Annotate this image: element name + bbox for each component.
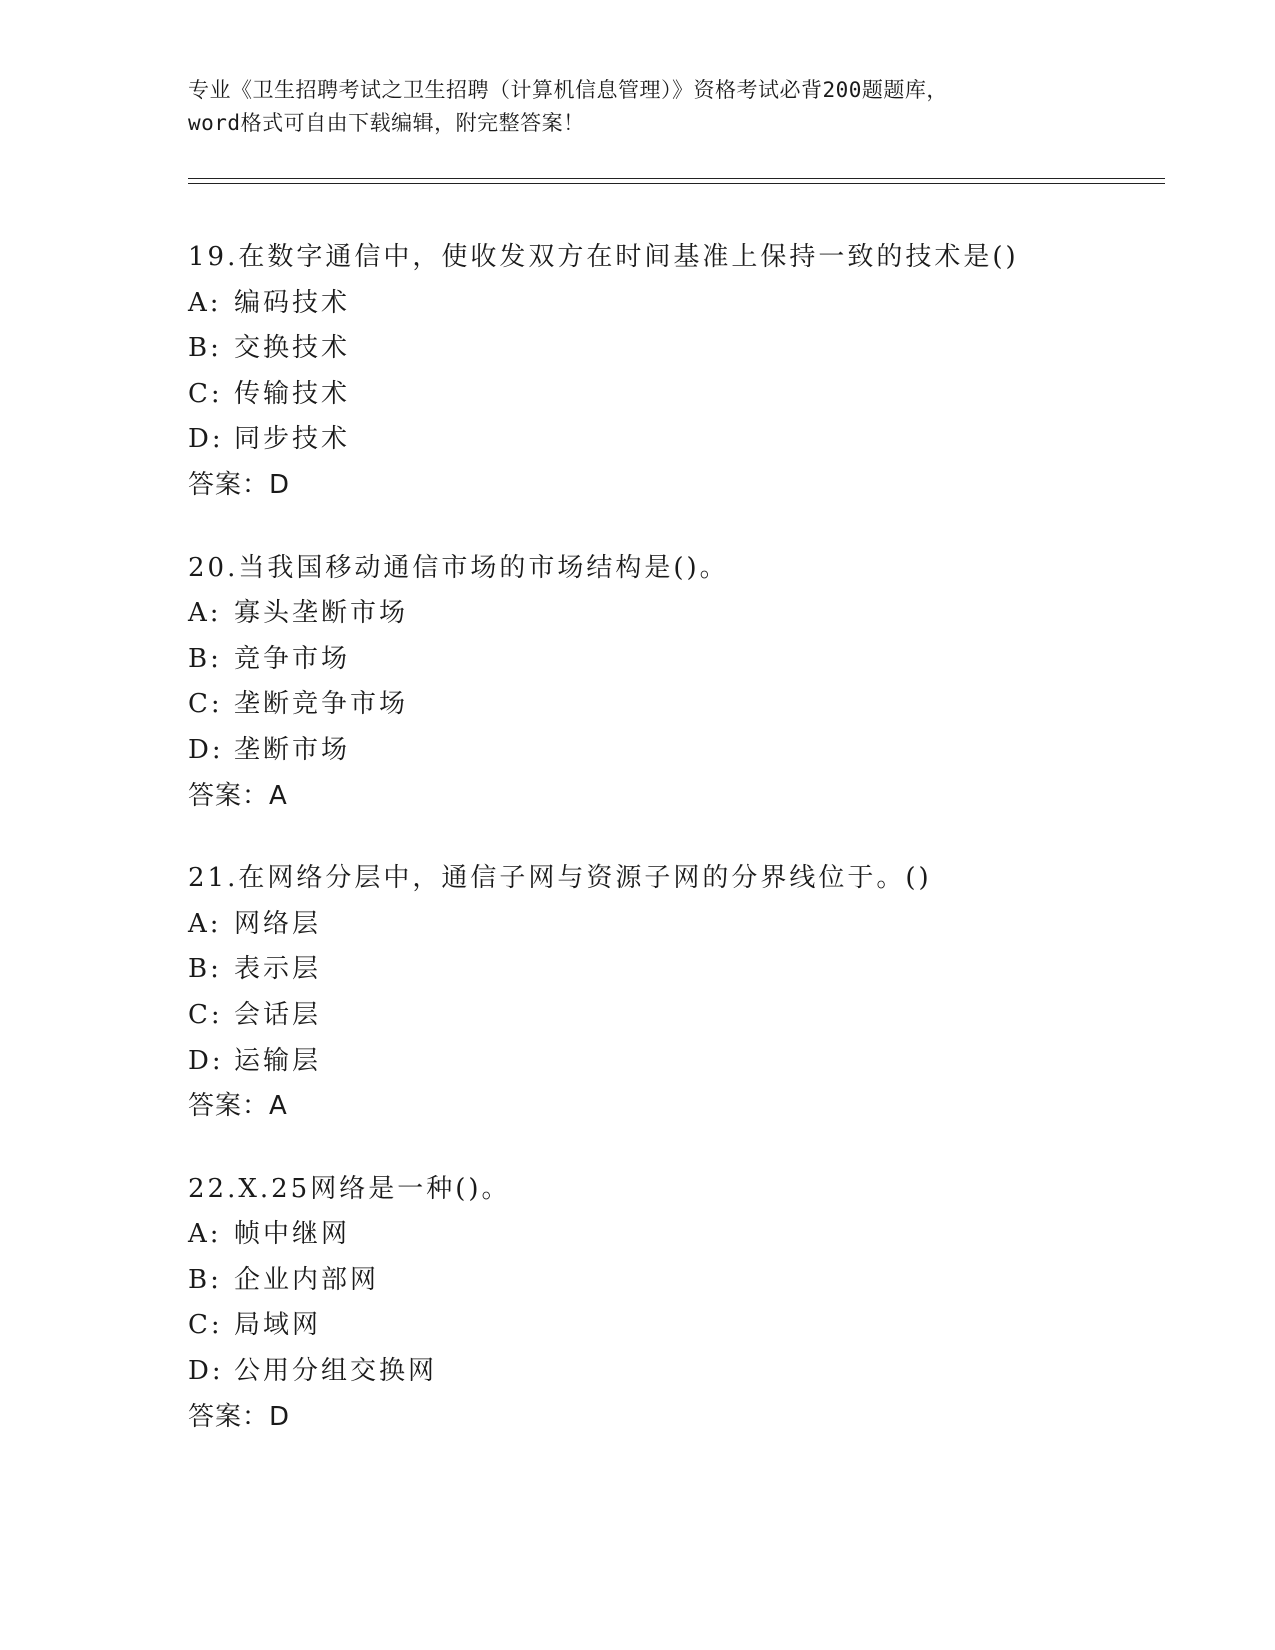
option-c: [188, 1303, 1148, 1349]
option-d: [188, 728, 1148, 774]
option-text: 帧中继网: [234, 1219, 351, 1250]
option-b: [188, 947, 1148, 993]
option-text: 垄断竞争市场: [234, 689, 409, 720]
header-line-2: word格式可自由下载编辑，附完整答案！: [188, 111, 585, 135]
answer-line: 答案：A: [188, 1091, 288, 1122]
option-key: A:: [188, 598, 222, 629]
option-a: [188, 902, 1148, 948]
option-b: [188, 1258, 1148, 1304]
option-c: [188, 682, 1148, 728]
option-key: B:: [188, 954, 222, 985]
option-d: [188, 1039, 1148, 1085]
option-key: D:: [188, 1045, 224, 1076]
answer-line: 答案：D: [188, 1401, 291, 1432]
option-key: A:: [188, 1219, 222, 1250]
option-key: C:: [188, 378, 223, 409]
option-key: B:: [188, 333, 222, 364]
document-header: [188, 74, 1088, 140]
question-22: [188, 1167, 1148, 1441]
option-key: B:: [188, 1264, 222, 1295]
option-key: D:: [188, 424, 224, 455]
option-key: D:: [188, 734, 224, 765]
option-text: 寡头垄断市场: [234, 598, 409, 629]
question-stem: 19.在数字通信中，使收发双方在时间基准上保持一致的技术是(): [188, 242, 1019, 272]
option-text: 会话层: [234, 999, 322, 1030]
question-stem: 22.X.25网络是一种()。: [188, 1173, 511, 1204]
option-b: [188, 637, 1148, 683]
option-a: [188, 281, 1148, 327]
option-a: [188, 1212, 1148, 1258]
option-text: 公用分组交换网: [234, 1356, 438, 1387]
answer-line: 答案：D: [188, 469, 291, 500]
option-text: 编码技术: [234, 287, 351, 318]
option-text: 企业内部网: [234, 1264, 380, 1295]
header-divider-bottom: [188, 183, 1165, 184]
option-key: A:: [188, 287, 222, 318]
option-d: [188, 417, 1148, 463]
option-a: [188, 591, 1148, 637]
option-key: C:: [188, 1310, 223, 1341]
question-19: [188, 235, 1148, 509]
option-text: 运输层: [234, 1045, 322, 1076]
option-text: 网络层: [234, 908, 322, 939]
option-c: [188, 993, 1148, 1039]
option-c: [188, 372, 1148, 418]
option-key: A:: [188, 908, 222, 939]
option-text: 竞争市场: [234, 643, 351, 674]
question-stem: 20.当我国移动通信市场的市场结构是()。: [188, 552, 729, 583]
option-text: 同步技术: [234, 424, 351, 455]
option-text: 表示层: [234, 954, 322, 985]
option-text: 传输技术: [234, 378, 351, 409]
option-d: [188, 1349, 1148, 1395]
option-key: C:: [188, 689, 223, 720]
question-21: [188, 856, 1148, 1130]
question-list: [188, 235, 1148, 1477]
question-stem: 21.在网络分层中，通信子网与资源子网的分界线位于。(): [188, 863, 932, 894]
option-b: [188, 326, 1148, 372]
question-20: [188, 546, 1148, 820]
option-key: D:: [188, 1356, 224, 1387]
option-text: 垄断市场: [234, 734, 351, 765]
header-divider-top: [188, 178, 1165, 179]
option-key: C:: [188, 999, 223, 1030]
option-key: B:: [188, 643, 222, 674]
answer-line: 答案：A: [188, 780, 288, 811]
option-text: 局域网: [234, 1310, 322, 1341]
option-text: 交换技术: [234, 333, 351, 364]
header-line-1: 专业《卫生招聘考试之卫生招聘（计算机信息管理）》资格考试必背200题题库，: [188, 78, 948, 102]
